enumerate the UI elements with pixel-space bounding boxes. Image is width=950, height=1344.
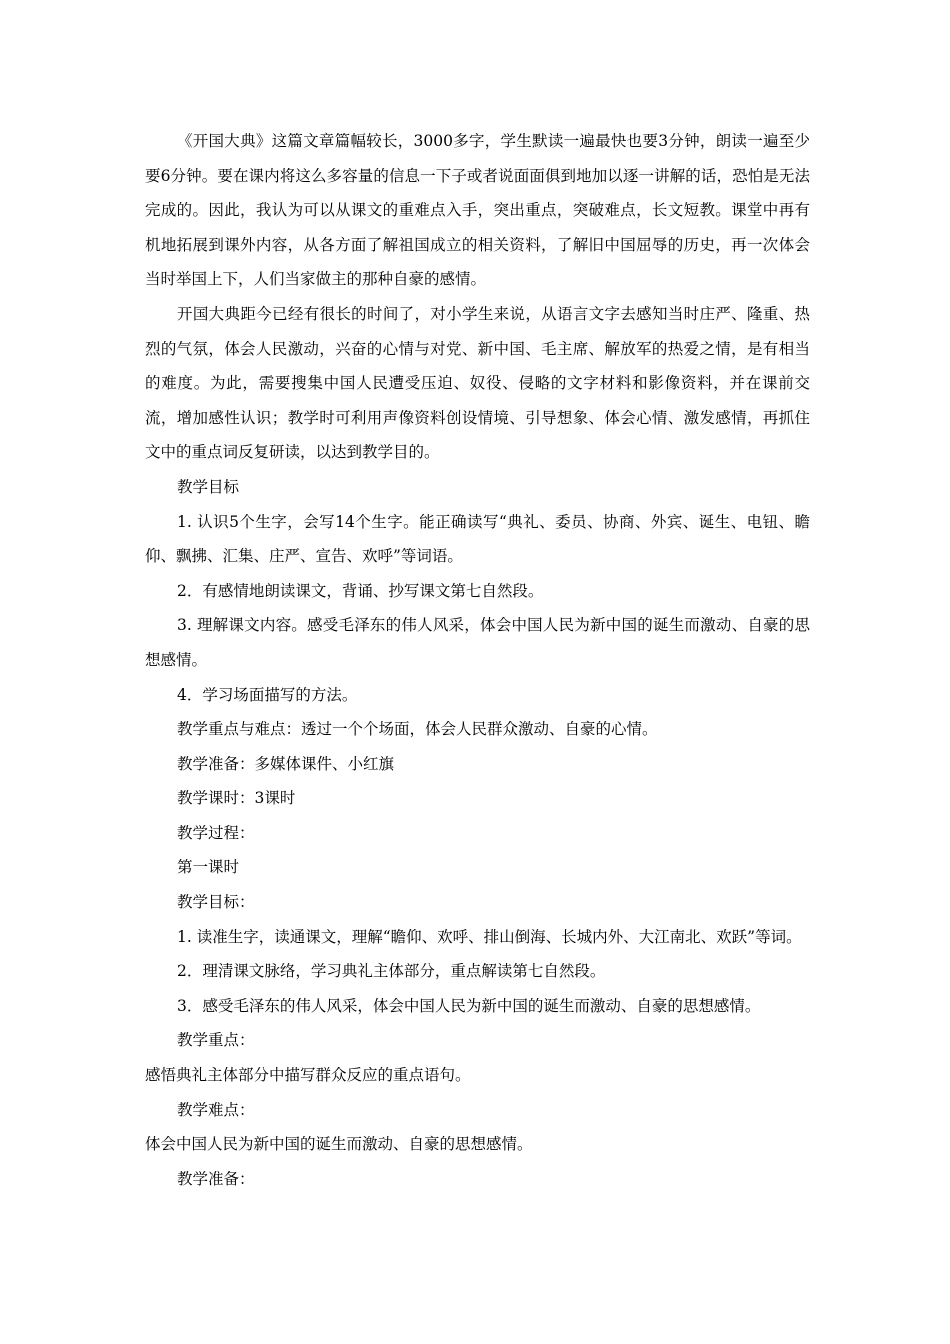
lesson-key-point-text: 感悟典礼主体部分中描写群众反应的重点语句。 <box>145 1066 471 1085</box>
lesson-goal-item-2: 2．理清课文脉络，学习典礼主体部分，重点解读第七自然段。 <box>177 962 606 981</box>
heading-teaching-process: 教学过程： <box>177 823 255 842</box>
goal-item-1: 1. 认识5个生字，会写14个生字。能正确读写“典礼、委员、协商、外宾、诞生、电钮、瞻仰、飘拂、汇集、庄严、宣告、欢呼”等词语。 <box>145 512 810 566</box>
goal-item-3: 3. 理解课文内容。感受毛泽东的伟人风采，体会中国人民为新中国的诞生而激动、自豪的思想感情。 <box>145 616 810 669</box>
heading-first-lesson: 第一课时 <box>177 858 240 877</box>
heading-lesson-key-point: 教学重点： <box>177 1031 255 1050</box>
heading-lesson-difficulty: 教学难点： <box>177 1100 255 1119</box>
key-and-difficult-points: 教学重点与难点：透过一个个场面，体会人民群众激动、自豪的心情。 <box>177 720 658 739</box>
paragraph-difficulty: 开国大典距今已经有很长的时间了，对小学生来说，从语言文字去感知当时庄严、隆重、热烈的气氛，体会人民激动，兴奋的心情与对党、新中国、毛主席、解放军的热爱之情，是有相当的难度。为此，需要搜集中国人民遭受压迫、奴役、侵略的文字材料和影像资料，并在课前交流，增加感性认识；教学时可利用声像资料创设情境、引导想象、体会心情、激发感情，再抓住文中的重点词反复研读，以达到教学目的。 <box>145 304 810 462</box>
goal-item-2: 2．有感情地朗读课文，背诵、抄写课文第七自然段。 <box>177 581 544 600</box>
heading-lesson-goals: 教学目标： <box>177 893 255 912</box>
teaching-hours: 教学课时：3课时 <box>177 789 296 808</box>
paragraph-intro: 《开国大典》这篇文章篇幅较长，3000多字，学生默读一遍最快也要3分钟，朗读一遍至少要6分钟。要在课内将这么多容量的信息一下子或者说面面俱到地加以逐一讲解的话，恐怕是无法完成的。因此，我认为可以从课文的重难点入手，突出重点，突破难点，长文短教。课堂中再有机地拓展到课外内容，从各方面了解祖国成立的相关资料，了解旧中国屈辱的历史，再一次体会当时举国上下，人们当家做主的那种自豪的感情。 <box>145 132 810 289</box>
heading-lesson-preparation: 教学准备： <box>177 1169 255 1188</box>
teaching-preparation: 教学准备：多媒体课件、小红旗 <box>177 754 395 773</box>
document-body <box>145 124 810 1196</box>
lesson-goal-item-3: 3．感受毛泽东的伟人风采，体会中国人民为新中国的诞生而激动、自豪的思想感情。 <box>177 996 761 1015</box>
heading-teaching-goals: 教学目标 <box>177 477 240 496</box>
lesson-difficulty-text: 体会中国人民为新中国的诞生而激动、自豪的思想感情。 <box>145 1135 533 1154</box>
goal-item-4: 4．学习场面描写的方法。 <box>177 685 358 704</box>
lesson-goal-item-1: 1. 读准生字，读通课文，理解“瞻仰、欢呼、排山倒海、长城内外、大江南北、欢跃”等词。 <box>177 927 802 946</box>
